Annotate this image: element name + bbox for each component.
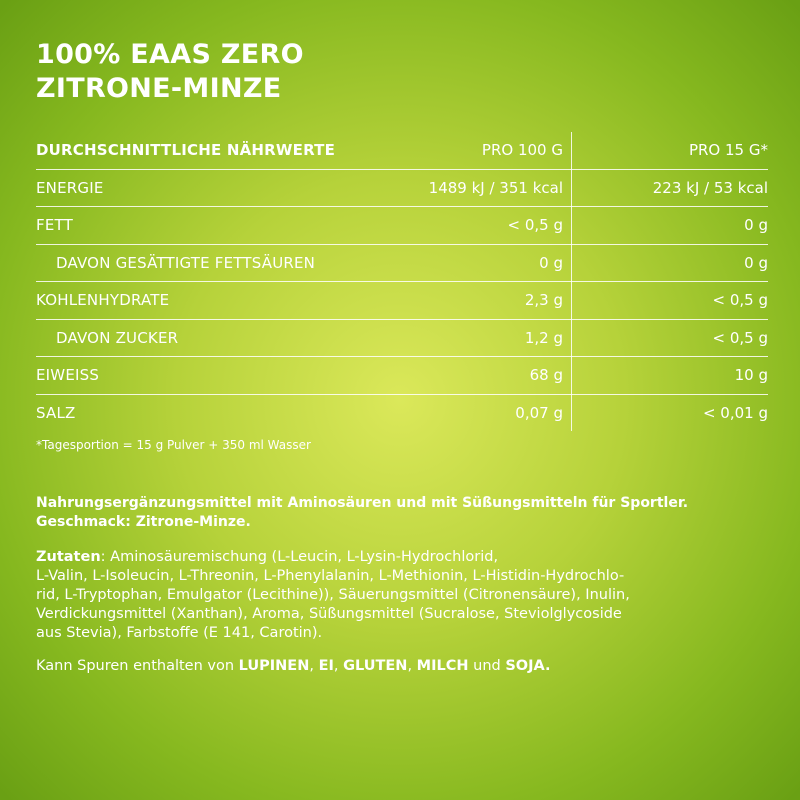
table-row	[36, 394, 768, 431]
table-row	[36, 319, 768, 357]
allergen-sep: ,	[407, 658, 417, 674]
product-title	[36, 38, 768, 106]
table-row	[36, 244, 768, 282]
row-label: KOHLENHYDRATE	[36, 282, 383, 320]
allergen-item: EI	[318, 658, 334, 674]
allergen-sep: ,	[333, 658, 344, 674]
allergen-notice	[36, 658, 551, 674]
product-title-line2: ZITRONE-MINZE	[36, 73, 282, 104]
row-per15: 223 kJ / 53 kcal	[572, 169, 769, 207]
row-per15: < 0,01 g	[702, 403, 768, 422]
allergen-item: SOJA.	[505, 658, 551, 674]
table-header-row	[36, 132, 768, 169]
ingredients-text: : Aminosäuremischung (L-Leucin, L-Lysin-Hydrochlorid,	[100, 549, 499, 565]
table-row	[36, 207, 768, 245]
row-per15: < 0,5 g	[572, 319, 769, 357]
allergen-prefix: Kann Spuren enthalten von	[36, 658, 239, 674]
row-label: DAVON GESÄTTIGTE FETTSÄUREN	[36, 244, 383, 282]
row-label: ENERGIE	[36, 169, 383, 207]
header-per15: PRO 15 G*	[572, 132, 769, 169]
header-per100: PRO 100 G	[383, 132, 572, 169]
allergen-item: GLUTEN	[343, 658, 408, 674]
row-per100: 2,3 g	[383, 282, 572, 320]
row-label: EIWEISS	[36, 357, 383, 395]
row-per15: 10 g	[572, 357, 769, 395]
row-per100: < 0,5 g	[383, 207, 572, 245]
row-per15: 0 g	[572, 244, 769, 282]
row-label: FETT	[36, 207, 383, 245]
row-per15: < 0,5 g	[572, 282, 769, 320]
product-title-line1: 100% EAAS ZERO	[36, 39, 304, 70]
row-label: DAVON ZUCKER	[36, 319, 383, 357]
allergen-sep: ,	[309, 658, 319, 674]
table-row	[36, 282, 768, 320]
description-line2: Geschmack: Zitrone-Minze.	[36, 514, 251, 530]
row-per100: 68 g	[383, 357, 572, 395]
ingredients-line: rid, L-Tryptophan, Emulgator (Lecithine)), Säuerungsmittel (Citronensäure), Inulin,	[36, 587, 630, 603]
table-row	[36, 169, 768, 207]
ingredients-block	[36, 548, 776, 643]
row-label: SALZ	[36, 403, 76, 422]
serving-footnote: *Tagesportion = 15 g Pulver + 350 ml Wasser	[36, 438, 311, 452]
ingredients-line: aus Stevia), Farbstoffe (E 141, Carotin).	[36, 625, 323, 641]
row-per15: 0 g	[572, 207, 769, 245]
allergen-item: LUPINEN	[238, 658, 310, 674]
header-label: DURCHSCHNITTLICHE NÄHRWERTE	[36, 132, 383, 169]
row-per100: 0 g	[383, 244, 572, 282]
ingredients-line: Verdickungsmittel (Xanthan), Aroma, Süßungsmittel (Sucralose, Steviolglycoside	[36, 606, 622, 622]
allergen-and: und	[468, 658, 506, 674]
row-per100: 0,07 g	[383, 394, 572, 431]
nutrition-table	[36, 132, 768, 431]
ingredients-line: L-Valin, L-Isoleucin, L-Threonin, L-Phenylalanin, L-Methionin, L-Histidin-Hydrochlo-	[36, 568, 625, 584]
row-per100: 1489 kJ / 351 kcal	[383, 169, 572, 207]
product-description	[36, 494, 776, 532]
label-page	[36, 38, 768, 674]
ingredients-line	[36, 548, 776, 567]
table-row	[36, 357, 768, 395]
row-per100: 1,2 g	[383, 319, 572, 357]
ingredients-label: Zutaten	[36, 549, 101, 565]
allergen-item: MILCH	[416, 658, 469, 674]
description-line1: Nahrungsergänzungsmittel mit Aminosäuren und mit Süßungsmitteln für Sportler.	[36, 495, 689, 511]
